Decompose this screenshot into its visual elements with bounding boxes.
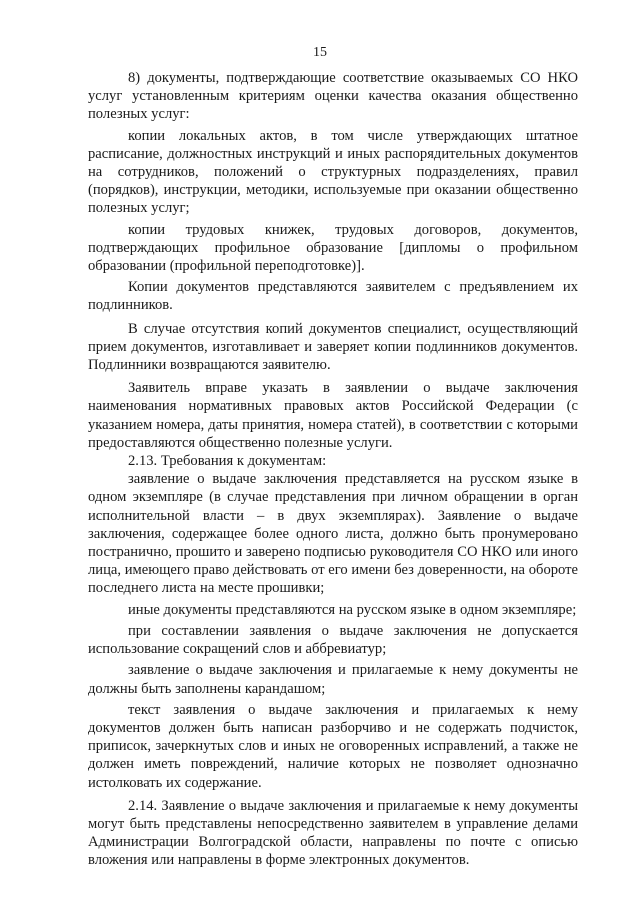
page-number: 15 (313, 45, 327, 60)
paragraph-other-documents-language: иные документы представляются на русском языке в одном экземпляре; (128, 601, 577, 618)
paragraph-local-acts-copies: копии локальных актов, в том числе утверждающих штатное расписание, должностных инструкций и иных распорядительных документов на сотрудников, положений о структурных подразделениях, правил (порядков), инструкции, методики, используемые при оказании общественно полезных услуг; (88, 127, 578, 217)
paragraph-application-language: заявление о выдаче заключения представляется на русском языке в одном экземпляре (в случае представления при личном обращении в орган исполнительной власти – в двух экземплярах). Заявление о выдаче заключения, содержащее более одного листа, должно быть пронумеровано постранично, прошито и заверено подписью руководителя СО НКО или иного лица, имеющего право действовать от его имени без доверенности, на обороте последнего листа на месте прошивки; (88, 471, 578, 597)
section-heading-2-13: 2.13. Требования к документам: (128, 453, 327, 470)
paragraph-copies-absent: В случае отсутствия копий документов специалист, осуществляющий прием документов, изготавливает и заверяет копии подлинников документов. Подлинники возвращаются заявителю. (88, 320, 578, 374)
document-body (88, 69, 578, 870)
paragraph-item-8-documents: 8) документы, подтверждающие соответствие оказываемых СО НКО услуг установленным критериям оценки качества оказания общественно полезных услуг: (88, 70, 578, 123)
paragraph-no-abbreviations: при составлении заявления о выдаче заключения не допускается использование сокращений слов и аббревиатур; (88, 622, 578, 658)
paragraph-no-pencil: заявление о выдаче заключения и прилагаемые к нему документы не должны быть заполнены карандашом; (88, 662, 578, 697)
paragraph-labor-books-copies: копии трудовых книжек, трудовых договоров, документов, подтверждающих профильное образование [дипломы о профильном образовании (профильной переподготовке)]. (88, 221, 578, 275)
paragraph-originals-presented: Копии документов представляются заявителем с предъявлением их подлинников. (88, 279, 578, 314)
paragraph-legible-text: текст заявления о выдаче заключения и прилагаемых к нему документов должен быть написан разборчиво и не содержать подчисток, приписок, зачеркнутых слов и иных не оговоренных исправлений, а также не должен иметь повреждений, наличие которых не позволяет однозначно истолковать их содержание. (88, 701, 578, 791)
section-2-14-submission: 2.14. Заявление о выдаче заключения и прилагаемые к нему документы могут быть представлены непосредственно заявителем в управление делами Администрации Волгоградской области, направлены по почте с описью вложения или направлены в форме электронных документов. (88, 797, 578, 869)
paragraph-applicant-may-specify: Заявитель вправе указать в заявлении о выдаче заключения наименования нормативных правовых актов Российской Федерации (с указанием номера, даты принятия, номера статей), в соответствии с которыми предоставляются общественно полезные услуги. (88, 380, 578, 451)
